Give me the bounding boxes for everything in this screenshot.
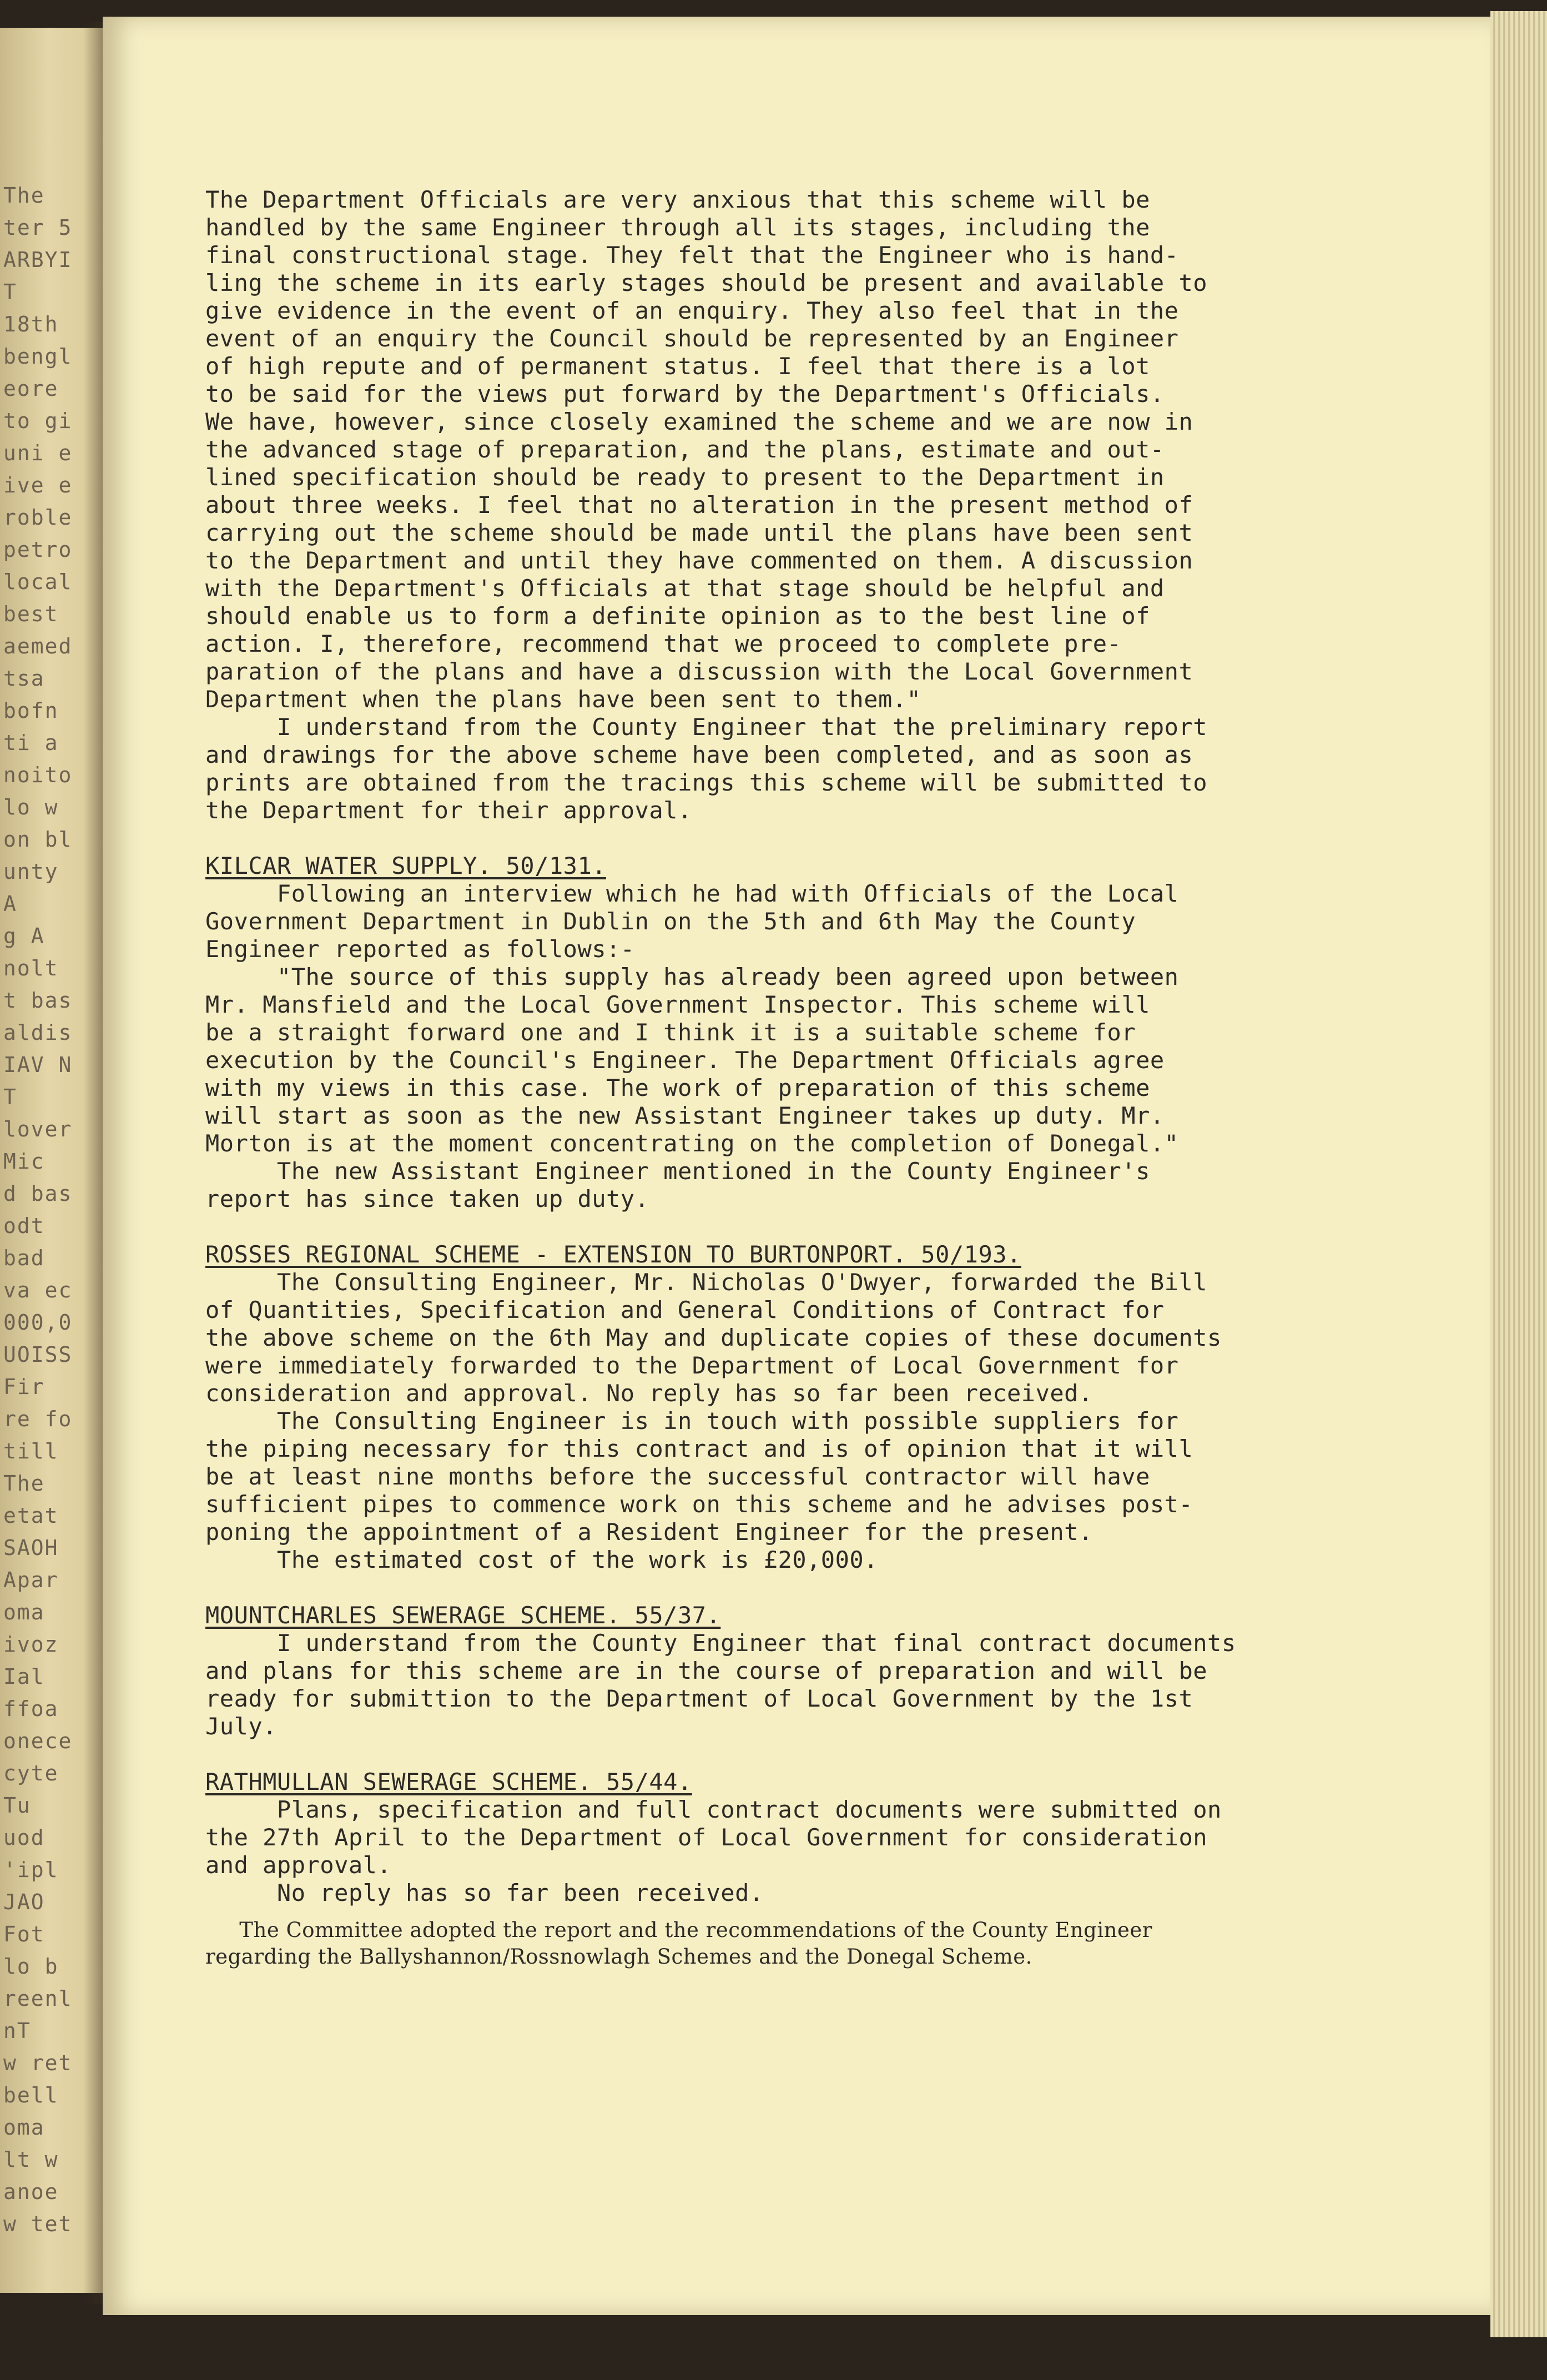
margin-fragment: Mic <box>3 1149 45 1174</box>
margin-fragment: bad <box>3 1246 45 1270</box>
text-line: be a straight forward one and I think it is a suitable scheme for <box>205 1019 1136 1046</box>
text-line: the above scheme on the 6th May and duplicate copies of these documents <box>205 1324 1222 1351</box>
margin-fragment: lo w <box>3 795 59 819</box>
text-line: July. <box>205 1713 277 1740</box>
margin-fragment: uni e <box>3 441 73 465</box>
document-body <box>205 186 1443 1970</box>
margin-fragment: lo b <box>3 1954 59 1979</box>
text-line: should enable us to form a definite opinion as to the best line of <box>205 602 1150 630</box>
margin-fragment: 'ipl <box>3 1858 59 1882</box>
margin-fragment: Fir <box>3 1375 45 1399</box>
text-line: action. I, therefore, recommend that we proceed to complete pre- <box>205 630 1122 657</box>
text-line: to the Department and until they have commented on them. A discussion <box>205 547 1193 574</box>
margin-fragment: Ial <box>3 1664 45 1689</box>
margin-fragment: unty <box>3 859 59 884</box>
margin-fragment: The <box>3 1471 45 1496</box>
text-line: be at least nine months before the successful contractor will have <box>205 1463 1150 1490</box>
text-line: Engineer reported as follows:- <box>205 935 635 963</box>
text-line: of Quantities, Specification and General Conditions of Contract for <box>205 1296 1165 1324</box>
margin-fragment: on bl <box>3 827 73 852</box>
text-line: were immediately forwarded to the Department of Local Government for <box>205 1352 1179 1379</box>
section-heading: MOUNTCHARLES SEWERAGE SCHEME. 55/37. <box>205 1602 721 1629</box>
text-line: the piping necessary for this contract and is of opinion that it will <box>205 1435 1193 1462</box>
resolution-line: regarding the Ballyshannon/Rossnowlagh Schemes and the Donegal Scheme. <box>205 1945 1032 1969</box>
committee-resolution <box>205 1917 1443 1970</box>
text-line: prints are obtained from the tracings this scheme will be submitted to <box>205 769 1208 796</box>
margin-fragment: tsa <box>3 666 45 691</box>
margin-fragment: Fot <box>3 1922 45 1946</box>
margin-fragment: JAO <box>3 1890 45 1914</box>
margin-fragment: d bas <box>3 1181 73 1206</box>
margin-fragment: uod <box>3 1825 45 1850</box>
margin-fragment: cyte <box>3 1761 59 1785</box>
margin-fragment: A <box>3 892 17 916</box>
text-line: ling the scheme in its early stages should be present and available to <box>205 269 1208 296</box>
section-heading: ROSSES REGIONAL SCHEME - EXTENSION TO BURTONPORT. 50/193. <box>205 1241 1021 1268</box>
margin-fragment: onece <box>3 1729 73 1753</box>
text-line: event of an enquiry the Council should be represented by an Engineer <box>205 325 1179 352</box>
margin-fragment: to gi <box>3 409 73 433</box>
margin-fragment: re fo <box>3 1407 73 1431</box>
margin-fragment: T <box>3 280 17 304</box>
margin-fragment: ffoa <box>3 1697 59 1721</box>
text-line: and drawings for the above scheme have been completed, and as soon as <box>205 741 1193 768</box>
text-line: Following an interview which he had with Officials of the Local <box>205 880 1179 907</box>
margin-fragment: SAOH <box>3 1536 59 1560</box>
margin-fragment: ivoz <box>3 1632 59 1657</box>
margin-fragment: oma <box>3 2115 45 2140</box>
text-line: paration of the plans and have a discussion with the Local Government <box>205 658 1193 685</box>
margin-fragment: Apar <box>3 1568 59 1592</box>
text-line: report has since taken up duty. <box>205 1185 649 1212</box>
text-line: the Department for their approval. <box>205 797 692 824</box>
margin-fragment: w tet <box>3 2212 73 2236</box>
margin-fragment: ARBYI <box>3 248 73 272</box>
margin-fragment: aldis <box>3 1020 73 1045</box>
section-heading: RATHMULLAN SEWERAGE SCHEME. 55/44. <box>205 1768 692 1795</box>
margin-fragment: eore <box>3 376 59 401</box>
text-line: of high repute and of permanent status. I feel that there is a lot <box>205 353 1150 380</box>
text-line: final constructional stage. They felt that the Engineer who is hand- <box>205 241 1179 269</box>
text-line: the advanced stage of preparation, and the plans, estimate and out- <box>205 436 1165 463</box>
text-line: Plans, specification and full contract documents were submitted on <box>205 1796 1222 1823</box>
text-line: The Consulting Engineer is in touch with possible suppliers for <box>205 1407 1179 1435</box>
text-line: with the Department's Officials at that stage should be helpful and <box>205 575 1165 602</box>
margin-fragment: ive e <box>3 473 73 497</box>
margin-fragment: anoe <box>3 2180 59 2204</box>
margin-fragment: t bas <box>3 988 73 1013</box>
text-line: will start as soon as the new Assistant Engineer takes up duty. Mr. <box>205 1102 1165 1129</box>
margin-fragment: w ret <box>3 2051 73 2075</box>
margin-fragment: petro <box>3 537 73 562</box>
section-gap <box>205 824 1443 852</box>
margin-fragment: nolt <box>3 956 59 980</box>
text-line: The estimated cost of the work is £20,000. <box>205 1546 878 1573</box>
text-line: sufficient pipes to commence work on this scheme and he advises post- <box>205 1491 1193 1518</box>
text-line: give evidence in the event of an enquiry. They also feel that in the <box>205 297 1179 324</box>
margin-fragment: bengl <box>3 344 73 369</box>
text-line: consideration and approval. No reply has so far been received. <box>205 1380 1093 1407</box>
text-line: poning the appointment of a Resident Engineer for the present. <box>205 1518 1093 1546</box>
text-line: the 27th April to the Department of Local Government for consideration <box>205 1824 1208 1851</box>
text-line: Government Department in Dublin on the 5th and 6th May the County <box>205 908 1136 935</box>
margin-fragment: UOISS <box>3 1342 73 1367</box>
text-line: The Department Officials are very anxious that this scheme will be <box>205 186 1150 213</box>
text-line: lined specification should be ready to present to the Department in <box>205 464 1165 491</box>
section-heading: KILCAR WATER SUPPLY. 50/131. <box>205 852 607 879</box>
margin-fragment: IAV N <box>3 1053 73 1077</box>
margin-fragment: reenl <box>3 1986 73 2011</box>
margin-fragment: oma <box>3 1600 45 1624</box>
text-line: The Consulting Engineer, Mr. Nicholas O'Dwyer, forwarded the Bill <box>205 1269 1208 1296</box>
margin-fragment: Tu <box>3 1793 31 1818</box>
margin-fragment: lt w <box>3 2147 59 2172</box>
margin-fragment: noito <box>3 763 73 787</box>
text-line: carrying out the scheme should be made until the plans have been sent <box>205 519 1193 546</box>
margin-fragment: till <box>3 1439 59 1463</box>
margin-fragment: The <box>3 183 45 208</box>
text-line: Morton is at the moment concentrating on the completion of Donegal." <box>205 1130 1179 1157</box>
margin-fragment: 18th <box>3 312 59 336</box>
text-line: Department when the plans have been sent to them." <box>205 686 921 713</box>
margin-fragment: va ec <box>3 1278 73 1302</box>
margin-fragment: best <box>3 602 59 626</box>
margin-fragment: lover <box>3 1117 73 1141</box>
section-gap <box>205 1574 1443 1602</box>
resolution-line: The Committee adopted the report and the recommendations of the County Engineer <box>205 1918 1152 1942</box>
margin-fragment: ter 5 <box>3 215 73 240</box>
margin-fragment: etat <box>3 1503 59 1528</box>
text-line: to be said for the views put forward by the Department's Officials. <box>205 380 1165 407</box>
margin-fragment: odt <box>3 1214 45 1238</box>
text-line: We have, however, since closely examined the scheme and we are now in <box>205 408 1193 435</box>
section-gap <box>205 1740 1443 1768</box>
text-line: The new Assistant Engineer mentioned in the County Engineer's <box>205 1158 1150 1185</box>
text-line: I understand from the County Engineer that the preliminary report <box>205 713 1208 741</box>
margin-fragment: g A <box>3 924 45 948</box>
text-line: "The source of this supply has already been agreed upon between <box>205 963 1179 990</box>
margin-fragment: 000,0 <box>3 1310 73 1335</box>
margin-fragment: T <box>3 1085 17 1109</box>
margin-fragment: ti a <box>3 731 59 755</box>
margin-fragment: bofn <box>3 698 59 723</box>
text-line: handled by the same Engineer through all its stages, including the <box>205 214 1150 241</box>
text-line: Mr. Mansfield and the Local Government Inspector. This scheme will <box>205 991 1150 1018</box>
text-line: about three weeks. I feel that no alteration in the present method of <box>205 491 1193 519</box>
text-line: with my views in this case. The work of preparation of this scheme <box>205 1074 1150 1101</box>
text-line: No reply has so far been received. <box>205 1879 764 1906</box>
margin-fragment: bell <box>3 2083 59 2107</box>
text-line: execution by the Council's Engineer. The Department Officials agree <box>205 1046 1165 1074</box>
page-stack-edges <box>1490 11 1547 2337</box>
margin-fragment: roble <box>3 505 73 530</box>
text-line: and approval. <box>205 1851 392 1879</box>
section-gap <box>205 1213 1443 1241</box>
text-line: and plans for this scheme are in the course of preparation and will be <box>205 1657 1208 1684</box>
text-line: ready for submittion to the Department of Local Government by the 1st <box>205 1685 1193 1712</box>
margin-fragment: aemed <box>3 634 73 658</box>
margin-fragment: local <box>3 570 73 594</box>
margin-fragment: nT <box>3 2019 31 2043</box>
text-line: I understand from the County Engineer that final contract documents <box>205 1629 1236 1657</box>
